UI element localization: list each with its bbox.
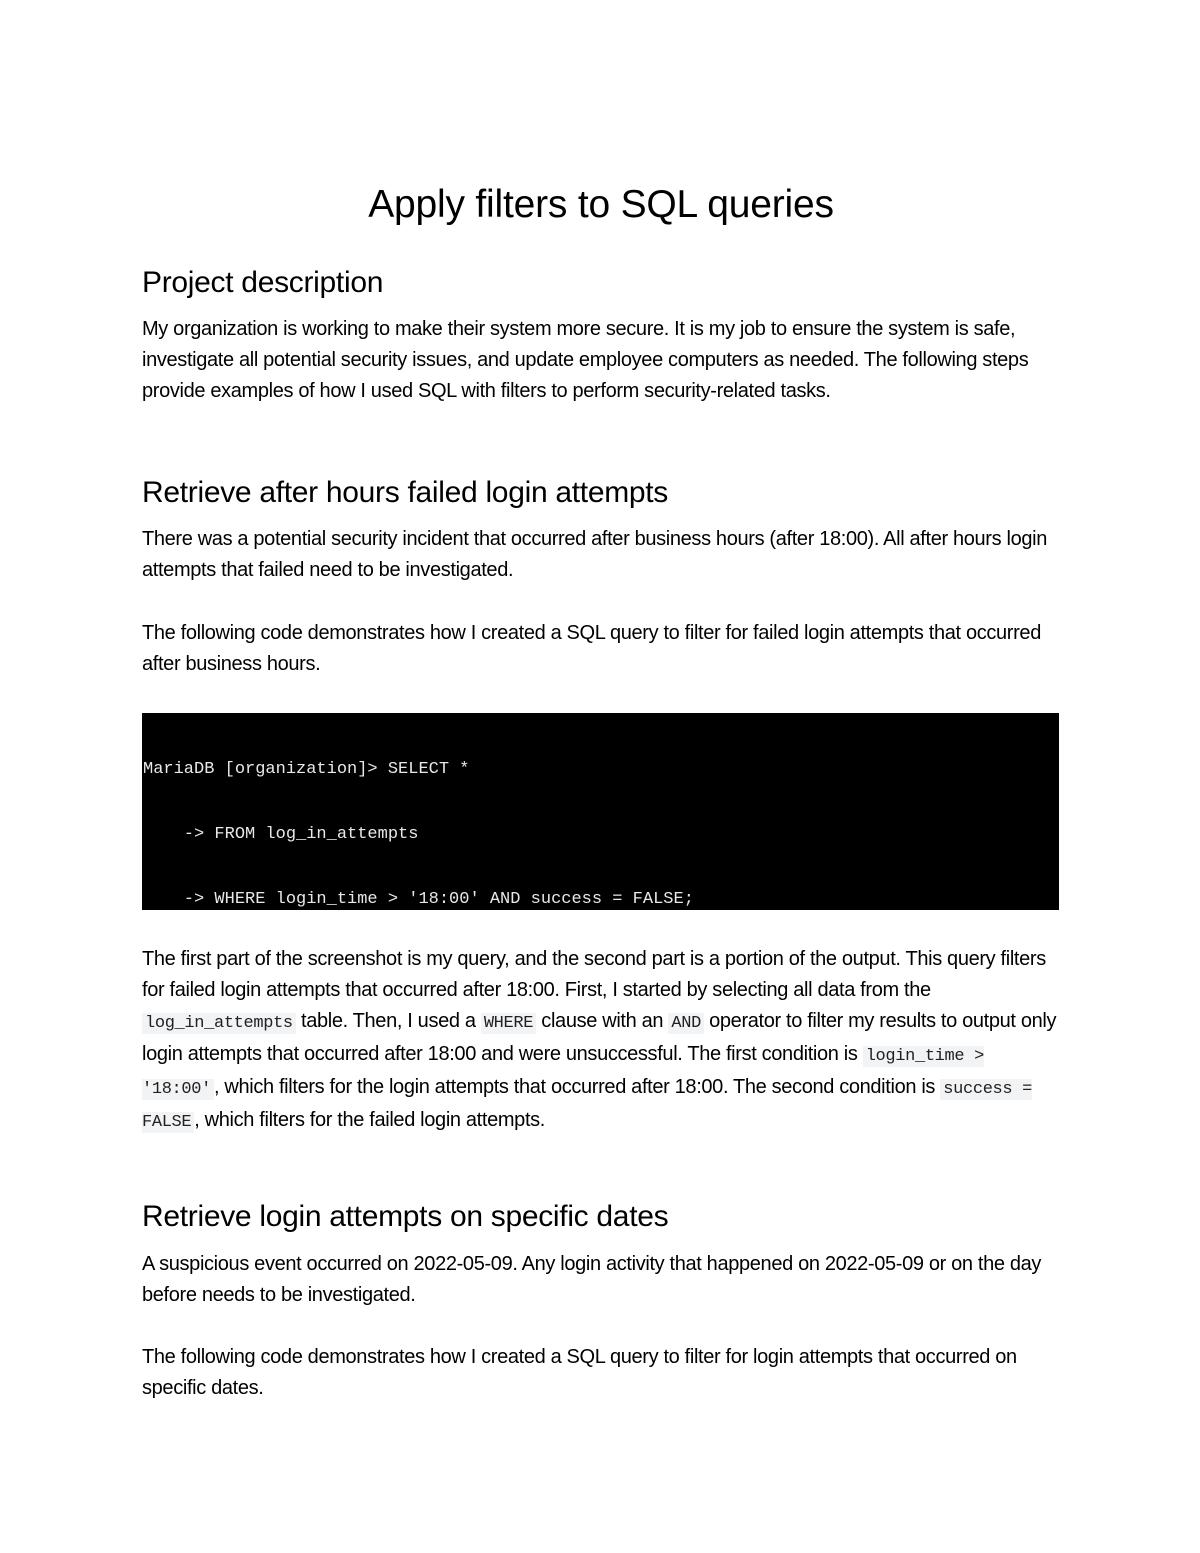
inline-code-and: AND	[668, 1013, 704, 1034]
explanation-text: , which filters for the login attempts that occurred after 18:00. The second condition is	[213, 1076, 941, 1098]
explanation-text: clause with an	[536, 1010, 669, 1032]
explanation-text: operator to filter my results to output only login attempts that occurred after 18:00 and were unsuccessful. The first condition is	[142, 1010, 1057, 1065]
sql-terminal-screenshot	[142, 713, 1059, 910]
terminal-line: -> FROM log_in_attempts	[143, 824, 419, 844]
explanation-text: , which filters for the failed login attempts.	[194, 1109, 546, 1131]
section-heading-after-hours: Retrieve after hours failed login attempts	[142, 476, 669, 509]
inline-code-table-name: log_in_attempts	[142, 1013, 296, 1034]
after-hours-paragraph-1: There was a potential security incident that occurred after business hours (after 18:00). All after hours login attempts that failed need to be investigated.	[142, 528, 1047, 581]
inline-code-success-condition: success = FALSE	[142, 1080, 1032, 1132]
explanation-text: The first part of the screenshot is my query, and the second part is a portion of the output. This query filters for failed login attempts that occurred after 18:00. First, I started by selecting all data from the	[142, 948, 1046, 1001]
page-title: Apply filters to SQL queries	[368, 183, 834, 226]
project-description-paragraph: My organization is working to make their system more secure. It is my job to ensure the system is safe, investigate all potential security issues, and update employee computers as needed. The following steps provide examples of how I used SQL with filters to perform security-related tasks.	[142, 318, 1029, 402]
after-hours-explanation-paragraph	[142, 944, 1060, 1138]
explanation-text: table. Then, I used a	[295, 1010, 481, 1032]
specific-dates-paragraph-1: A suspicious event occurred on 2022-05-09. Any login activity that happened on 2022-05-09 or on the day before needs to be investigated.	[142, 1253, 1042, 1306]
section-heading-project-description: Project description	[142, 266, 384, 299]
inline-code-where: WHERE	[481, 1013, 536, 1034]
section-heading-specific-dates: Retrieve login attempts on specific dates	[142, 1200, 669, 1233]
specific-dates-paragraph-2: The following code demonstrates how I created a SQL query to filter for login attempts that occurred on specific dates.	[142, 1346, 1017, 1399]
after-hours-paragraph-2: The following code demonstrates how I created a SQL query to filter for failed login attempts that occurred after business hours.	[142, 622, 1041, 675]
terminal-line: MariaDB [organization]> SELECT *	[143, 760, 470, 780]
inline-code-login-time-condition: login_time > '18:00'	[142, 1047, 984, 1099]
terminal-line: -> WHERE login_time > '18:00' AND success = FALSE;	[143, 889, 694, 909]
